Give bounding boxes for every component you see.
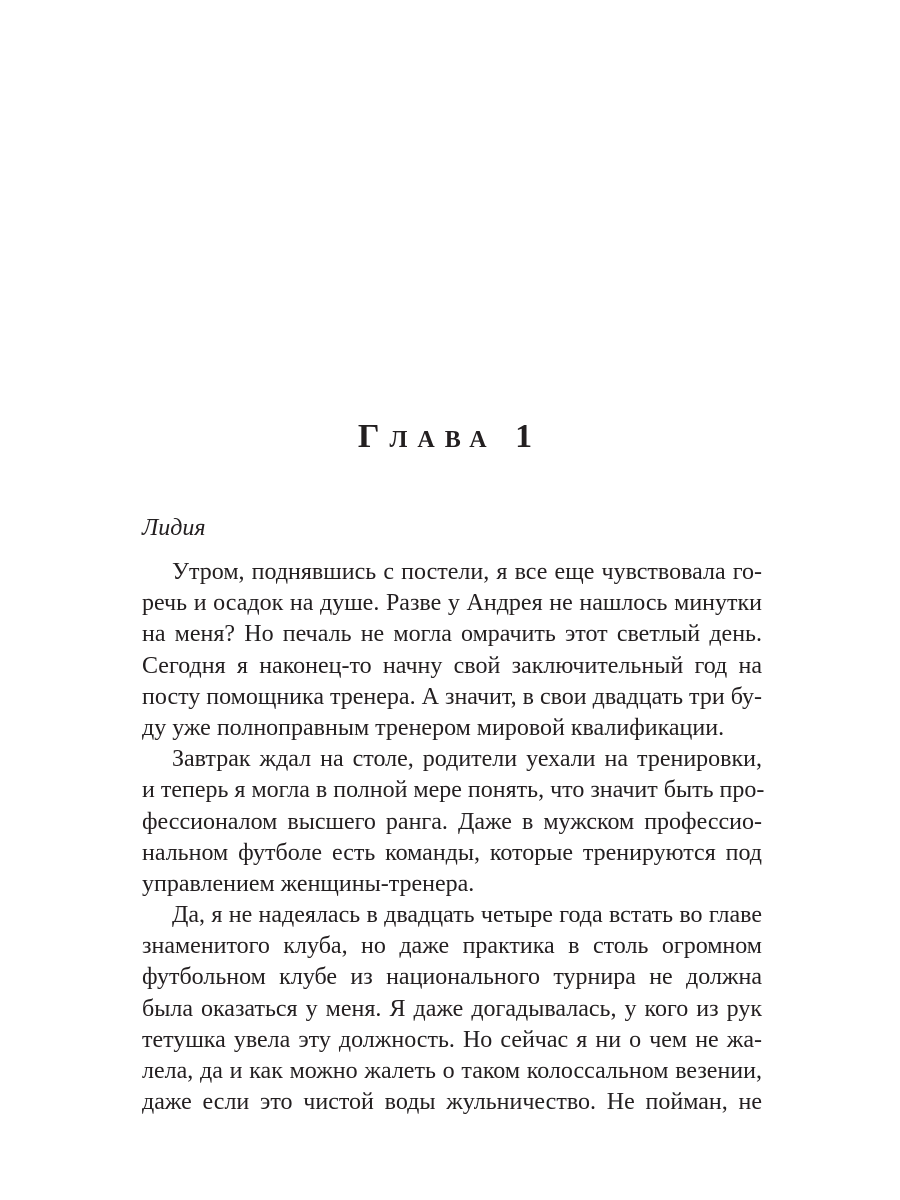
text-line: на меня? Но печаль не могла омрачить этот светлый день.: [142, 621, 762, 648]
text-line: Завтрак ждал на столе, родители уехали на тренировки,: [172, 746, 762, 773]
text-line: ду уже полноправным тренером мировой квалификации.: [142, 714, 725, 741]
text-line: управлением женщины-тренера.: [142, 870, 475, 897]
text-line: знаменитого клуба, но даже практика в столь огромном: [142, 933, 762, 960]
chapter-heading: Глава 1: [357, 418, 543, 455]
text-line: речь и осадок на душе. Разве у Андрея не нашлось минутки: [142, 590, 762, 617]
text-line: Утром, поднявшись с постели, я все еще чувствовала го-: [172, 559, 762, 585]
text-line: тетушка увела эту должность. Но сейчас я ни о чем не жа-: [142, 1026, 762, 1053]
text-line: посту помощника тренера. А значит, в свои двадцать три бу-: [142, 683, 762, 710]
text-line: Да, я не надеялась в двадцать четыре года встать во главе: [172, 902, 762, 929]
text-line: лела, да и как можно жалеть о таком колоссальном везении,: [142, 1058, 762, 1084]
chapter-body: [142, 557, 765, 1118]
text-line: была оказаться у меня. Я даже догадывалась, у кого из рук: [142, 995, 762, 1022]
text-line: нальном футболе есть команды, которые тренируются под: [142, 839, 762, 866]
text-line: футбольном клубе из национального турнира не должна: [142, 964, 762, 991]
pov-character-name: Лидия: [142, 515, 206, 541]
text-line: даже если это чистой воды жульничество. Не пойман, не: [142, 1089, 762, 1116]
text-line: фессионалом высшего ранга. Даже в мужском профессио-: [142, 808, 762, 835]
text-line: Сегодня я наконец-то начну свой заключительный год на: [142, 652, 762, 679]
text-line: и теперь я могла в полной мере понять, что значит быть про-: [142, 777, 765, 804]
